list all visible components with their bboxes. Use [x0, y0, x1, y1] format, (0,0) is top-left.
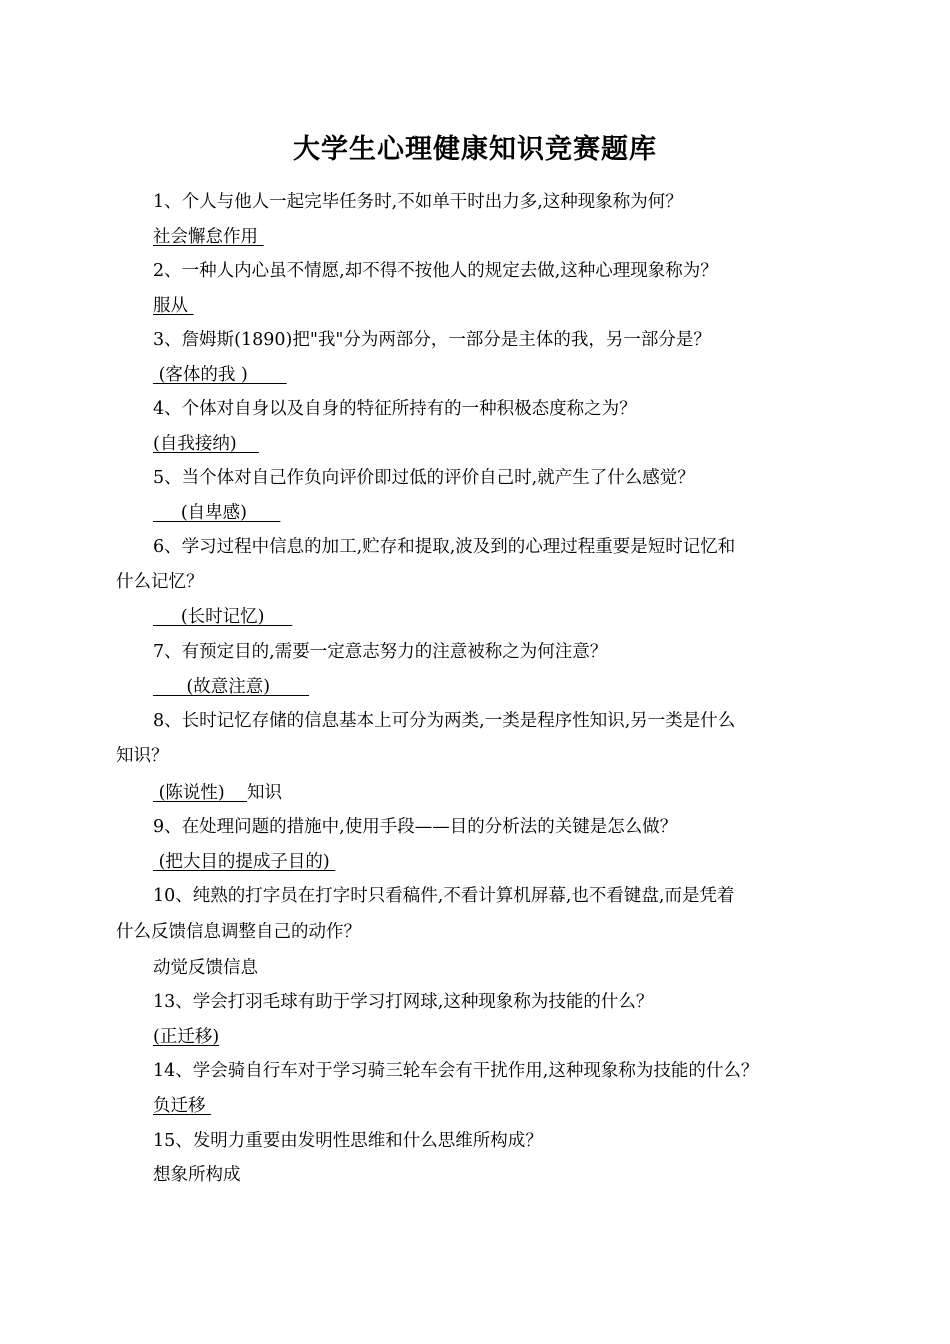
- answer-underlined: (把大目的提成子目的): [153, 852, 336, 872]
- question-1: 1、个人与他人一起完毕任务时,不如单干时出力多,这种现象称为何？: [153, 192, 683, 212]
- question-7: 7、有预定目的,需要一定意志努力的注意被称之为何注意？: [153, 642, 608, 662]
- question-4: 4、个体对自身以及自身的特征所持有的一种积极态度称之为？: [153, 399, 637, 419]
- answer-4: [153, 432, 259, 456]
- question-5: 5、当个体对自己作负向评价即过低的评价自己时,就产生了什么感觉？: [153, 468, 695, 488]
- question-9: 9、在处理问题的措施中,使用手段——目的分析法的关键是怎么做？: [153, 817, 678, 837]
- answer-10: 动觉反馈信息: [153, 958, 258, 978]
- answer-13: [153, 1025, 219, 1049]
- answer-5: [153, 501, 280, 525]
- answer-underlined: 服从: [153, 296, 194, 316]
- answer-6: [153, 605, 292, 629]
- question-10-continued: 什么反馈信息调整自己的动作？: [116, 922, 361, 942]
- question-3: 3、詹姆斯(1890)把"我"分为两部分，一部分是主体的我，另一部分是？: [153, 330, 711, 350]
- answer-9: [153, 850, 335, 874]
- answer-2: [153, 294, 194, 318]
- question-8: 8、长时记忆存储的信息基本上可分为两类,一类是程序性知识,另一类是什么: [153, 711, 736, 731]
- question-8-continued: 知识？: [116, 746, 169, 766]
- answer-underlined: 社会懈怠作用: [153, 227, 264, 247]
- answer-underlined: (自我接纳): [153, 434, 259, 454]
- answer-underlined: (长时记忆): [153, 607, 293, 627]
- question-6-continued: 什么记忆？: [116, 572, 204, 592]
- answer-1: [153, 225, 264, 249]
- answer-underlined: (自卑感): [153, 503, 281, 523]
- answer-14: [153, 1094, 211, 1118]
- answer-underlined: (客体的我 ): [153, 365, 287, 385]
- answer-underlined: (正迁移): [153, 1027, 220, 1047]
- answer-8: [153, 781, 282, 805]
- question-15: 15、发明力重要由发明性思维和什么思维所构成？: [153, 1131, 543, 1151]
- answer-plain: 知识: [246, 783, 282, 803]
- question-2: 2、一种人内心虽不情愿,却不得不按他人的规定去做,这种心理现象称为？: [153, 261, 718, 281]
- answer-underlined: 负迁移: [153, 1096, 212, 1116]
- document-title: 大学生心理健康知识竞赛题库: [293, 134, 657, 165]
- question-10: 10、纯熟的打字员在打字时只看稿件,不看计算机屏幕,也不看键盘,而是凭着: [153, 886, 735, 906]
- answer-7: [153, 675, 309, 699]
- question-6: 6、学习过程中信息的加工,贮存和提取,波及到的心理过程重要是短时记忆和: [153, 537, 736, 557]
- answer-underlined: (陈说性): [153, 783, 247, 803]
- answer-underlined: (故意注意): [153, 677, 309, 697]
- answer-15: 想象所构成: [153, 1165, 241, 1185]
- question-13: 13、学会打羽毛球有助于学习打网球,这种现象称为技能的什么？: [153, 992, 654, 1012]
- answer-3: [153, 363, 287, 387]
- question-14: 14、学会骑自行车对于学习骑三轮车会有干扰作用,这种现象称为技能的什么？: [153, 1061, 759, 1081]
